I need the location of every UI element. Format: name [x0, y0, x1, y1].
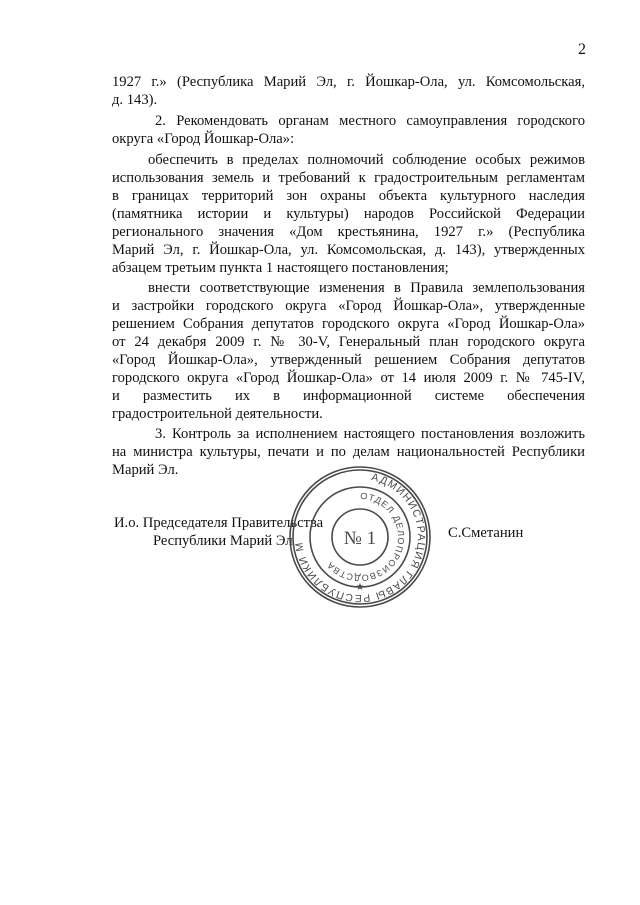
signatory-title-line2: Республики Марий Эл [153, 533, 293, 549]
body-line: 3. Контроль за исполнением настоящего постановления возложить [155, 426, 585, 442]
body-line: и разместить их в информационной системе обеспечения [112, 388, 585, 404]
body-line: «Город Йошкар-Ола», утвержденный решением Собрания депутатов [112, 352, 585, 368]
body-line: регионального значения «Дом крестьянина, 1927 г.» (Республика [112, 224, 585, 240]
body-line: 2. Рекомендовать органам местного самоуправления городского [155, 113, 585, 129]
body-line: градостроительной деятельности. [112, 406, 323, 422]
official-stamp [285, 462, 435, 612]
body-line: округа «Город Йошкар-Ола»: [112, 131, 295, 147]
body-line: использования земель и требований к градостроительным регламентам [112, 170, 585, 186]
body-line: на министра культуры, печати и по делам национальностей Республики [112, 444, 585, 460]
body-line: обеспечить в пределах полномочий соблюдение особых режимов [148, 152, 585, 168]
stamp-number: № 1 [343, 528, 377, 549]
stamp-inner-text: ОТДЕЛ ДЕЛОПРОИЗВОДСТВА [324, 490, 407, 584]
body-line: внести соответствующие изменения в Правила землепользования [148, 280, 585, 296]
body-line: Марий Эл. [112, 462, 179, 478]
body-line: и застройки городского округа «Город Йошкар-Ола», утвержденные [112, 298, 585, 314]
body-line: от 24 декабря 2009 г. № 30-V, Генеральный план городского округа [112, 334, 585, 350]
body-line: 1927 г.» (Республика Марий Эл, г. Йошкар-Ола, ул. Комсомольская, [112, 74, 585, 90]
page-number: 2 [578, 41, 586, 58]
body-line: решением Собрания депутатов городского округа «Город Йошкар-Ола» [112, 316, 585, 332]
body-line: д. 143). [112, 92, 158, 108]
body-line: (памятника истории и культуры) народов Российской Федерации [112, 206, 585, 222]
body-line: абзацем третьим пункта 1 настоящего постановления; [112, 260, 449, 276]
body-line: в границах территорий зон охраны объекта культурного наследия [112, 188, 585, 204]
signatory-name: С.Сметанин [448, 525, 524, 541]
signatory-title-line1: И.о. Председателя Правительства [114, 515, 324, 531]
stamp-outer-text: АДМИНИСТРАЦИЯ ГЛАВЫ РЕСПУБЛИКИ М [293, 471, 428, 605]
stamp-star-icon: ★ [355, 582, 365, 593]
body-line: Марий Эл, г. Йошкар-Ола, ул. Комсомольская, д. 143), утвержденных [112, 242, 585, 258]
body-line: городского округа «Город Йошкар-Ола» от 14 июля 2009 г. № 745-IV, [112, 370, 585, 386]
